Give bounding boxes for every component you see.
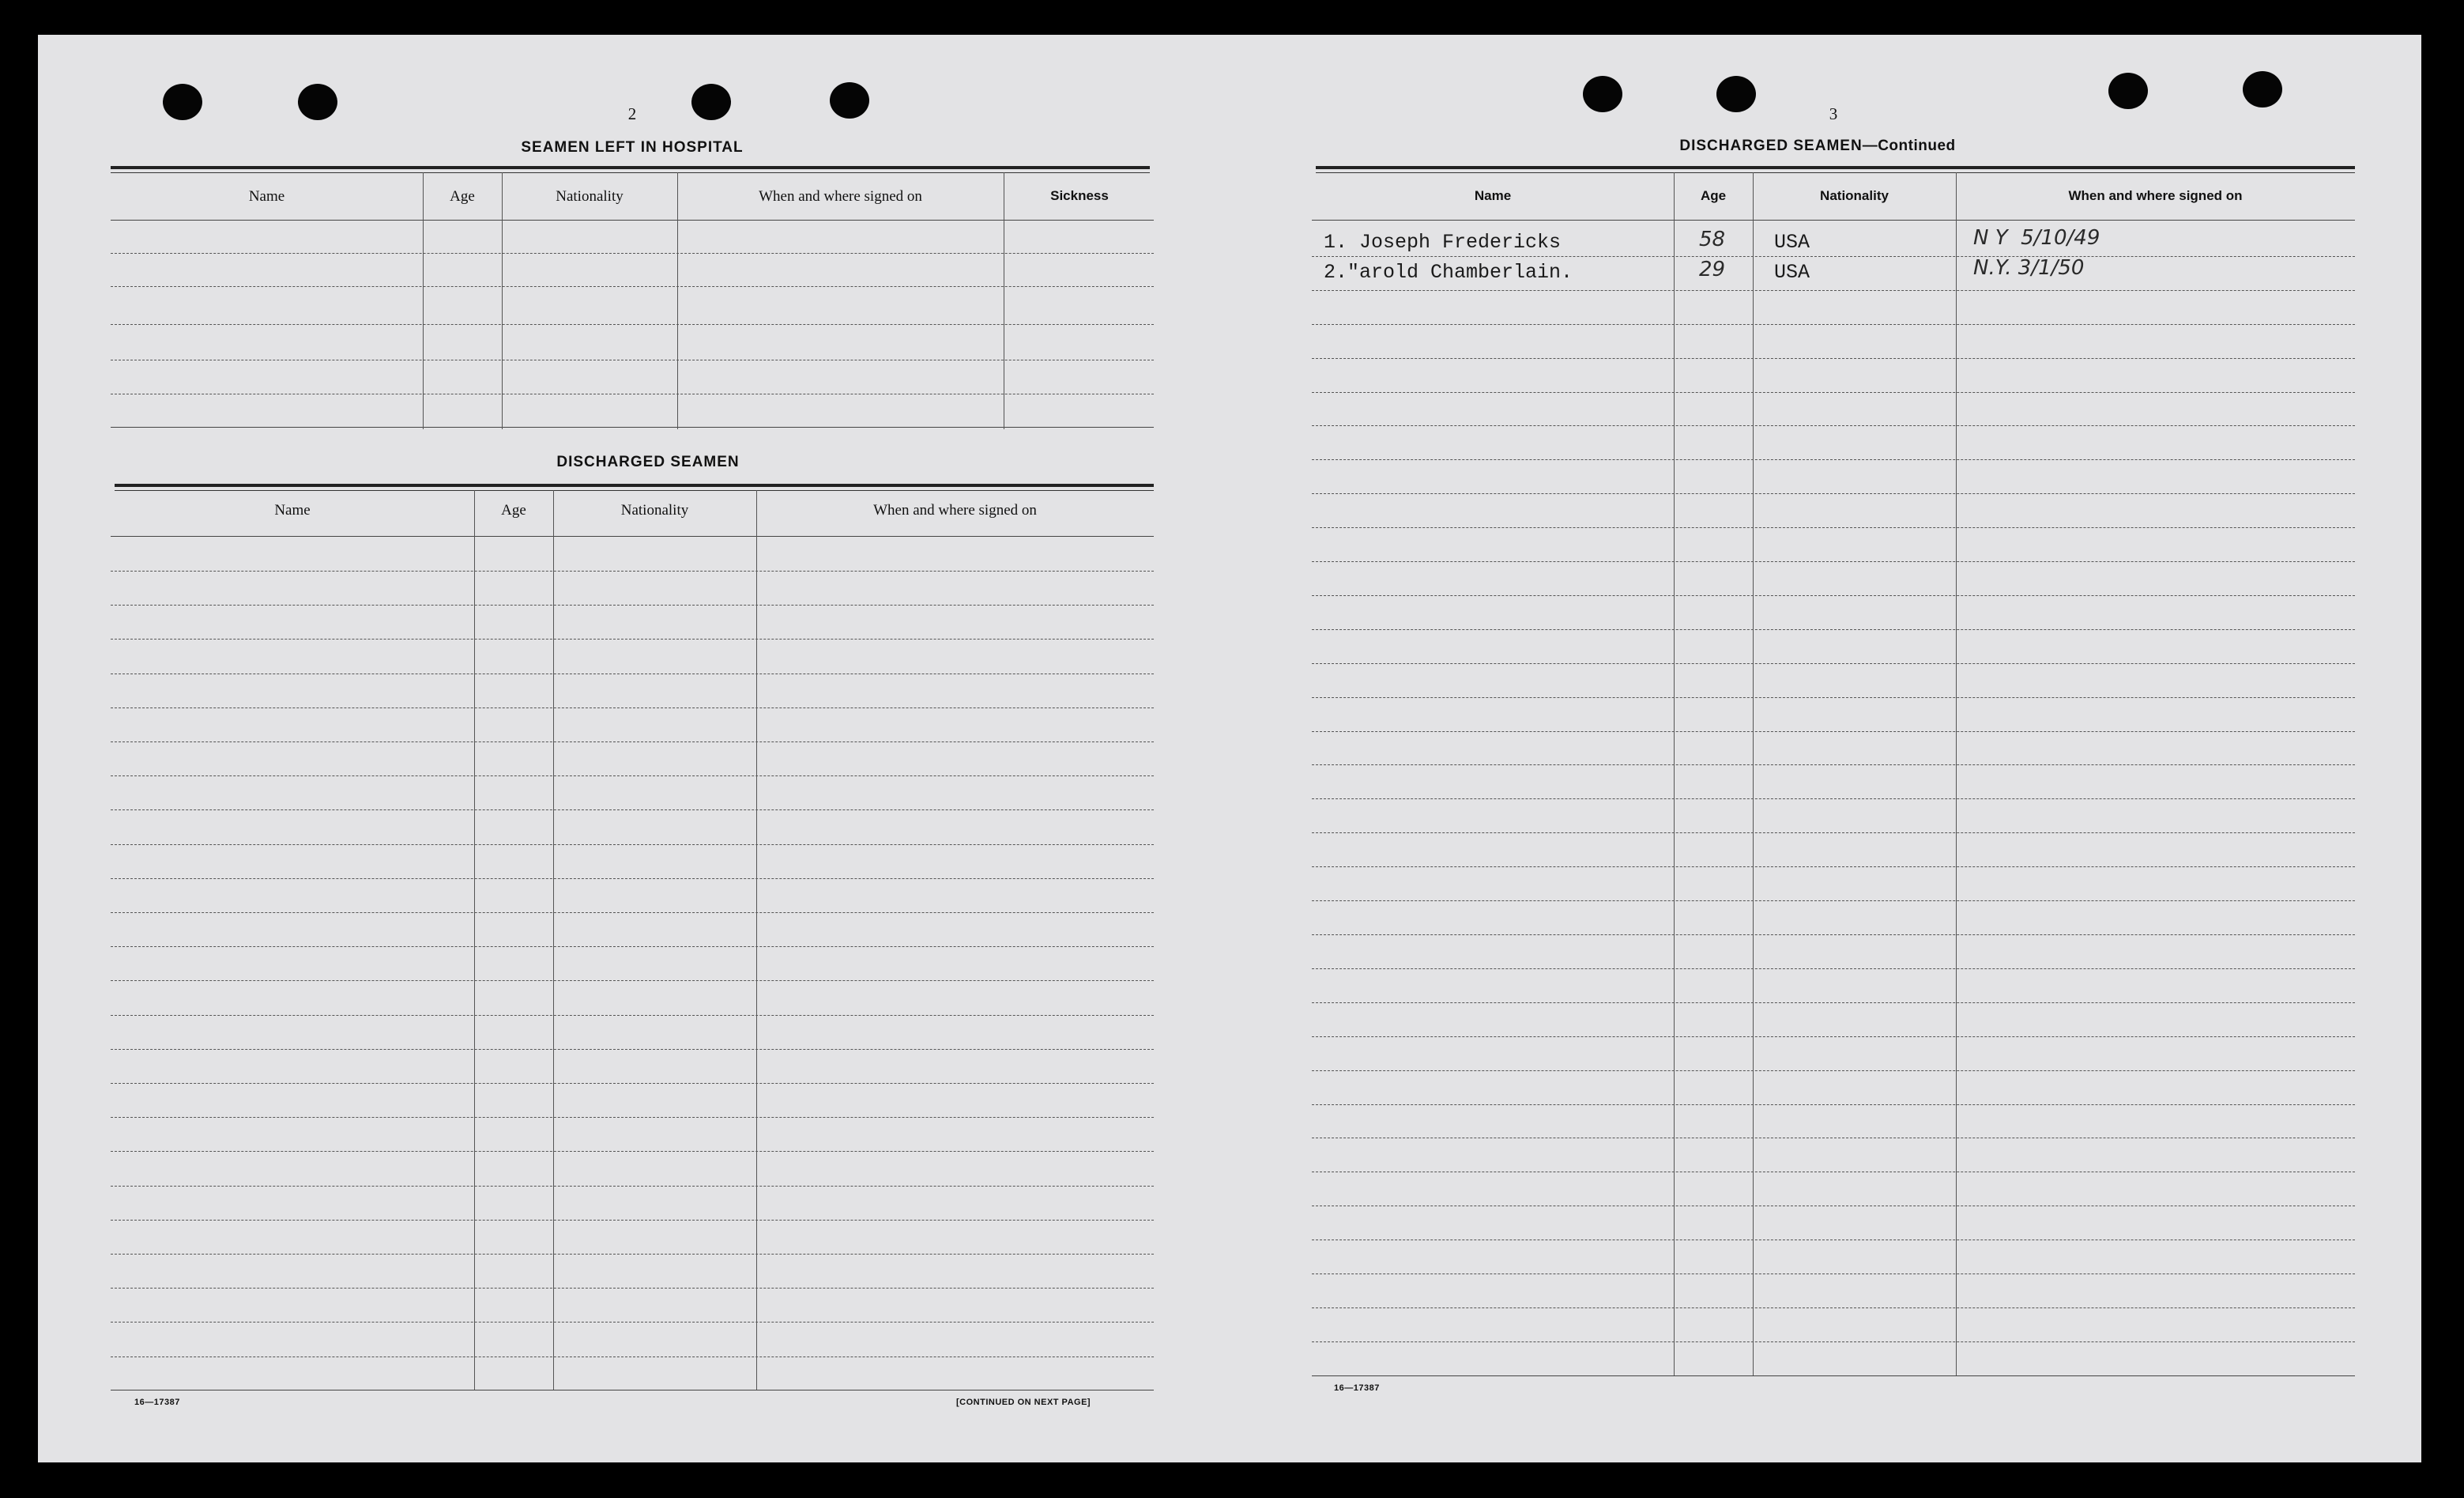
- row-line: [1312, 459, 2355, 460]
- column-header-signed-on: When and where signed on: [2068, 188, 2243, 203]
- form-code: 16—17387: [1334, 1383, 1380, 1393]
- row-line: [1312, 629, 2355, 630]
- row-line: [111, 571, 1154, 572]
- title-continued: —Continued: [1862, 138, 1956, 154]
- row-line: [1312, 290, 2355, 291]
- row-line: [111, 775, 1154, 776]
- row-line: [111, 741, 1154, 742]
- row-line: [111, 324, 1154, 325]
- row-line: [111, 1186, 1154, 1187]
- column-header-name: Name: [1474, 188, 1512, 203]
- column-header-name: Name: [248, 188, 285, 205]
- row-line: [1312, 358, 2355, 359]
- continued-note: [CONTINUED ON NEXT PAGE]: [956, 1398, 1091, 1407]
- title-rule: [1316, 166, 2355, 169]
- punch-hole: [830, 82, 869, 119]
- title-main: DISCHARGED SEAMEN: [1679, 138, 1863, 154]
- column-header-nationality: Nationality: [1820, 188, 1889, 203]
- row-line: [1312, 324, 2355, 325]
- row-line: [111, 253, 1154, 254]
- row-line: [111, 1117, 1154, 1118]
- column-header-age: Age: [1700, 188, 1727, 203]
- row-line: [1312, 866, 2355, 867]
- row-line: [1312, 256, 2355, 257]
- form-code: 16—17387: [134, 1398, 180, 1407]
- table-row-1-nationality: USA: [1774, 231, 1810, 254]
- column-header-name: Name: [274, 502, 311, 519]
- row-line: [1312, 968, 2355, 969]
- row-line: [111, 980, 1154, 981]
- row-line: [1312, 1341, 2355, 1342]
- column-header-nationality: Nationality: [620, 502, 689, 519]
- table-row-2-nationality: USA: [1774, 261, 1810, 284]
- row-line: [1312, 663, 2355, 664]
- row-line: [111, 809, 1154, 810]
- column-divider: [1674, 172, 1675, 1375]
- table-row-1-name: 1. Joseph Fredericks: [1324, 231, 1562, 254]
- title-rule: [1316, 172, 2355, 173]
- header-rule: [1312, 220, 2355, 221]
- row-line: [1312, 392, 2355, 393]
- column-divider: [756, 490, 757, 1390]
- row-line: [111, 1049, 1154, 1050]
- column-divider: [423, 172, 424, 429]
- row-line: [111, 946, 1154, 947]
- column-header-nationality: Nationality: [556, 188, 624, 205]
- title-rule: [111, 166, 1150, 169]
- punch-hole: [163, 84, 202, 120]
- row-line: [111, 844, 1154, 845]
- row-line: [1312, 1273, 2355, 1274]
- punch-hole: [298, 84, 337, 120]
- discharged-section-title: DISCHARGED SEAMEN: [556, 454, 740, 470]
- column-divider: [677, 172, 678, 429]
- row-line: [1312, 900, 2355, 901]
- page-number: 2: [627, 104, 637, 123]
- column-header-age: Age: [450, 188, 475, 205]
- row-line: [1312, 561, 2355, 562]
- row-line: [111, 912, 1154, 913]
- row-line: [111, 1015, 1154, 1016]
- column-divider: [1956, 172, 1957, 1375]
- row-line: [111, 639, 1154, 640]
- column-header-signed-on: When and where signed on: [759, 188, 922, 205]
- column-header-age: Age: [501, 502, 526, 519]
- row-line: [1312, 493, 2355, 494]
- table-row-2-signed-on: N.Y. 3/1/50: [1973, 256, 2085, 280]
- row-line: [1312, 1036, 2355, 1037]
- row-line: [1312, 1307, 2355, 1308]
- table-row-2-age: 29: [1699, 258, 1726, 281]
- row-line: [111, 605, 1154, 606]
- row-line: [1312, 934, 2355, 935]
- row-line: [1312, 1002, 2355, 1003]
- punch-hole: [691, 84, 731, 120]
- title-rule: [115, 490, 1154, 491]
- row-line: [1312, 527, 2355, 528]
- column-divider: [553, 490, 554, 1390]
- punch-hole: [1583, 76, 1622, 112]
- table-bottom-rule: [1312, 1375, 2355, 1376]
- column-divider: [474, 490, 475, 1390]
- punch-hole: [1716, 76, 1756, 112]
- row-line: [111, 1254, 1154, 1255]
- header-rule: [111, 536, 1154, 537]
- column-header-signed-on: When and where signed on: [873, 502, 1037, 519]
- header-rule: [111, 220, 1154, 221]
- row-line: [1312, 425, 2355, 426]
- row-line: [1312, 595, 2355, 596]
- row-line: [111, 1322, 1154, 1323]
- row-line: [111, 1083, 1154, 1084]
- row-line: [111, 1288, 1154, 1289]
- row-line: [1312, 764, 2355, 765]
- row-line: [1312, 1104, 2355, 1105]
- row-line: [111, 707, 1154, 708]
- row-line: [1312, 697, 2355, 698]
- title-rule: [115, 484, 1154, 487]
- row-line: [1312, 832, 2355, 833]
- row-line: [1312, 731, 2355, 732]
- discharged-continued-title: [1581, 138, 2055, 155]
- row-line: [111, 286, 1154, 287]
- row-line: [1312, 1070, 2355, 1071]
- page-number: 3: [1829, 104, 1838, 123]
- punch-hole: [2108, 73, 2148, 109]
- column-divider: [1753, 172, 1754, 1375]
- column-header-sickness: Sickness: [1050, 188, 1109, 203]
- table-row-2-name: 2."arold Chamberlain.: [1324, 261, 1573, 284]
- row-line: [111, 1151, 1154, 1152]
- row-line: [111, 1220, 1154, 1221]
- column-divider: [502, 172, 503, 429]
- table-row-1-age: 58: [1699, 228, 1726, 251]
- title-rule: [111, 172, 1150, 173]
- punch-hole: [2243, 71, 2282, 108]
- row-line: [111, 878, 1154, 879]
- row-line: [1312, 798, 2355, 799]
- table-bottom-rule: [111, 427, 1154, 428]
- hospital-section-title: SEAMEN LEFT IN HOSPITAL: [521, 139, 744, 156]
- table-row-1-signed-on: N Y 5/10/49: [1973, 226, 2100, 250]
